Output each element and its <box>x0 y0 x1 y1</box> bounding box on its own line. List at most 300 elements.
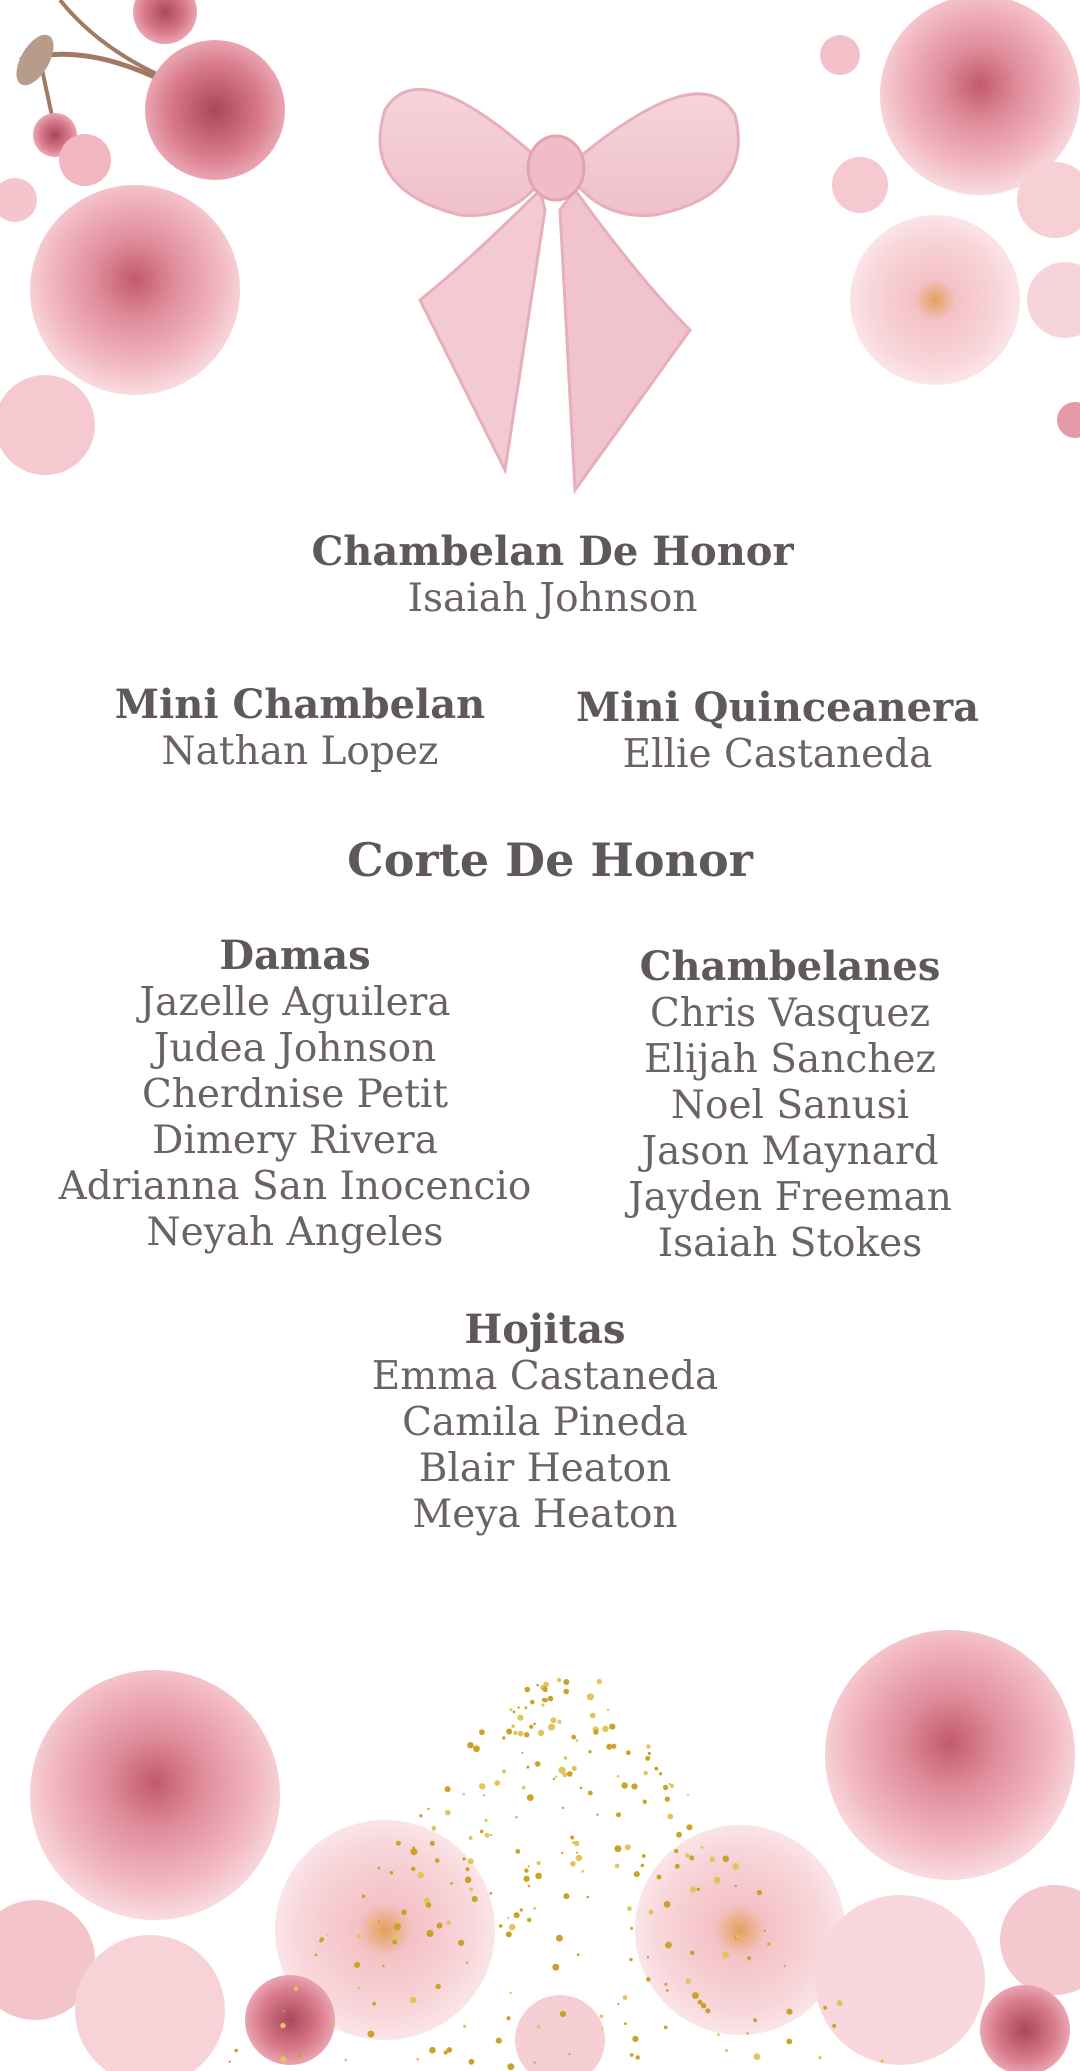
glitter-dot <box>485 1833 490 1838</box>
glitter-dot <box>444 2050 448 2054</box>
glitter-dot <box>837 2000 843 2006</box>
glitter-dot <box>697 1888 700 1891</box>
glitter-dot <box>280 2023 285 2028</box>
glitter-dot <box>754 2053 761 2060</box>
bottom-flowers <box>0 1630 1080 2071</box>
corte-de-honor-section <box>0 833 1080 887</box>
glitter-dot <box>686 1978 692 1984</box>
glitter-dot <box>587 1693 594 1700</box>
glitter-dot <box>881 2059 884 2062</box>
glitter-dot <box>509 1992 511 1994</box>
glitter-dot <box>435 1984 440 1989</box>
glitter-dot <box>530 1700 535 1705</box>
glitter-dot <box>462 1857 465 1860</box>
gold-glitter <box>229 1678 884 2070</box>
glitter-dot <box>517 1715 523 1721</box>
glitter-dot <box>685 1853 689 1857</box>
glitter-dot <box>412 1846 415 1849</box>
glitter-dot <box>542 1698 546 1702</box>
hojitas-section <box>290 1306 800 1538</box>
glitter-dot <box>509 1708 512 1711</box>
list-item: Adrianna San Inocencio <box>58 1164 532 1209</box>
list-item: Neyah Angeles <box>146 1210 444 1255</box>
glitter-dot <box>576 1855 583 1862</box>
mini-quinceanera-name: Ellie Castaneda <box>622 732 933 777</box>
glitter-dot <box>784 1965 786 1967</box>
glitter-dot <box>469 1836 473 1840</box>
hojitas-title: Hojitas <box>464 1306 626 1353</box>
glitter-dot <box>411 1867 415 1871</box>
glitter-dot <box>701 2003 707 2009</box>
glitter-dot <box>723 1856 730 1863</box>
glitter-dot <box>513 1731 517 1735</box>
glitter-dot <box>535 1761 541 1767</box>
glitter-dot <box>666 1989 669 1992</box>
glitter-dot <box>606 1744 612 1750</box>
glitter-dot <box>514 1912 520 1918</box>
glitter-dot <box>410 1848 417 1855</box>
glitter-dot <box>701 1846 704 1849</box>
glitter-dot <box>570 1836 574 1840</box>
chambelanes-list <box>580 991 1000 1267</box>
glitter-dot <box>298 2053 303 2058</box>
top-right-flowers <box>820 0 1080 438</box>
glitter-dot <box>496 2038 502 2044</box>
glitter-dot <box>525 1706 528 1709</box>
glitter-dot <box>692 1992 699 1999</box>
glitter-dot <box>424 1898 430 1904</box>
glitter-dot <box>576 1852 578 1854</box>
glitter-dot <box>577 1953 580 1956</box>
glitter-dot <box>590 1713 596 1719</box>
glitter-dot <box>746 2032 748 2034</box>
glitter-dot <box>818 2056 821 2059</box>
glitter-dot <box>570 1861 576 1867</box>
glitter-dot <box>541 1703 544 1706</box>
glitter-dot <box>690 1951 694 1955</box>
glitter-dot <box>664 1901 671 1908</box>
glitter-dot <box>515 1816 517 1818</box>
glitter-dot <box>234 2049 238 2053</box>
glitter-dot <box>526 1766 529 1769</box>
glitter-dot <box>445 1786 451 1792</box>
glitter-dot <box>430 1841 435 1846</box>
chambelanes-title: Chambelanes <box>639 943 941 990</box>
glitter-dot <box>502 1770 506 1774</box>
glitter-dot <box>445 1810 451 1816</box>
glitter-dot <box>676 1832 682 1838</box>
list-item: Meya Heaton <box>412 1492 678 1537</box>
glitter-dot <box>597 1679 602 1684</box>
chambelan-de-honor-name: Isaiah Johnson <box>407 576 698 621</box>
glitter-dot <box>642 1854 646 1858</box>
glitter-dot <box>576 1739 579 1742</box>
list-item: Chris Vasquez <box>649 991 931 1036</box>
glitter-dot <box>615 1864 620 1869</box>
glitter-dot <box>472 1896 478 1902</box>
list-item: Elijah Sanchez <box>644 1037 936 1082</box>
glitter-dot <box>499 1924 503 1928</box>
glitter-dot <box>621 1782 627 1788</box>
glitter-dot <box>600 2015 604 2019</box>
glitter-dot <box>507 1917 509 1919</box>
glitter-dot <box>634 1871 640 1877</box>
glitter-dot <box>554 1964 557 1967</box>
glitter-dot <box>630 1927 633 1930</box>
glitter-dot <box>555 1776 557 1778</box>
glitter-dot <box>533 1723 536 1726</box>
glitter-dot <box>357 1934 362 1939</box>
hojitas-list <box>290 1354 800 1538</box>
chambelanes-section <box>580 943 1000 1267</box>
glitter-dot <box>458 1940 464 1946</box>
glitter-dot <box>543 1687 548 1692</box>
glitter-dot <box>479 1783 485 1789</box>
glitter-dot <box>629 1958 632 1961</box>
glitter-dot <box>320 1937 324 1941</box>
glitter-dot <box>483 1794 485 1796</box>
glitter-dot <box>561 1852 563 1854</box>
glitter-dot <box>644 1771 648 1775</box>
glitter-dot <box>393 1934 399 1940</box>
list-item: Jazelle Aguilera <box>139 980 451 1025</box>
glitter-dot <box>467 1742 473 1748</box>
rose-icon <box>30 185 240 395</box>
glitter-dot <box>601 2028 603 2030</box>
glitter-dot <box>617 2003 619 2005</box>
glitter-dot <box>468 1858 474 1864</box>
damas-list <box>40 980 550 1256</box>
glitter-dot <box>480 1830 484 1834</box>
glitter-dot <box>345 2059 348 2062</box>
glitter-dot <box>553 1778 555 1780</box>
glitter-dot <box>747 1956 751 1960</box>
glitter-dot <box>490 1834 492 1836</box>
glitter-dot <box>502 1736 505 1739</box>
glitter-dot <box>475 1745 477 1747</box>
glitter-dot <box>543 1682 549 1688</box>
glitter-dot <box>607 1709 609 1711</box>
glitter-dot <box>587 1896 590 1899</box>
glitter-dot <box>368 2031 375 2038</box>
glitter-dot <box>623 1995 628 2000</box>
glitter-dot <box>669 1783 671 1785</box>
glitter-dot <box>657 1875 662 1880</box>
bow-icon <box>380 89 738 490</box>
glitter-dot <box>627 1906 632 1911</box>
glitter-dot <box>382 1965 385 1968</box>
glitter-dot <box>659 1772 662 1775</box>
glitter-dot <box>646 1744 650 1748</box>
glitter-dot <box>528 1885 531 1888</box>
mini-quinceanera-title: Mini Quinceanera <box>575 684 980 731</box>
list-item: Judea Johnson <box>153 1026 437 1071</box>
damas-title: Damas <box>219 932 371 979</box>
glitter-dot <box>533 1907 535 1909</box>
glitter-dot <box>529 1725 533 1729</box>
glitter-dot <box>507 2016 511 2020</box>
glitter-dot <box>525 1687 531 1693</box>
glitter-dot <box>588 1750 591 1753</box>
glitter-dot <box>823 2006 827 2010</box>
glitter-dot <box>714 1877 721 1884</box>
glitter-dot <box>548 1724 555 1731</box>
glitter-dot <box>786 2009 792 2015</box>
chambelan-de-honor-title: Chambelan De Honor <box>311 528 794 575</box>
glitter-dot <box>563 1679 569 1685</box>
glitter-dot <box>689 1855 694 1860</box>
glitter-dot <box>527 1918 531 1922</box>
glitter-dot <box>624 2022 627 2025</box>
glitter-dot <box>378 1920 380 1922</box>
glitter-dot <box>509 1924 515 1930</box>
glitter-dot <box>646 1977 651 1982</box>
glitter-dot <box>559 1767 566 1774</box>
glitter-dot <box>557 1678 561 1682</box>
glitter-dot <box>735 1885 737 1887</box>
glitter-dot <box>426 1902 432 1908</box>
glitter-dot <box>450 1882 453 1885</box>
glitter-dot <box>574 1841 579 1846</box>
glitter-dot <box>229 2061 231 2063</box>
glitter-dot <box>522 1786 526 1790</box>
glitter-dot <box>572 1841 575 1844</box>
glitter-dot <box>631 1783 637 1789</box>
glitter-dot <box>665 1797 670 1802</box>
list-item: Jason Maynard <box>641 1129 939 1174</box>
glitter-dot <box>786 2039 792 2045</box>
glitter-dot <box>832 2024 836 2028</box>
glitter-dot <box>641 1864 644 1867</box>
glitter-dot <box>469 1888 473 1892</box>
glitter-dot <box>626 1750 631 1755</box>
glitter-dot <box>614 1845 621 1852</box>
glitter-dot <box>722 1952 729 1959</box>
glitter-dot <box>417 1872 424 1879</box>
glitter-dot <box>550 1717 556 1723</box>
glitter-dot <box>524 1732 529 1737</box>
glitter-dot <box>588 1791 593 1796</box>
glitter-dot <box>562 1772 567 1777</box>
glitter-dot <box>670 1784 674 1788</box>
glitter-dot <box>294 1987 298 1991</box>
glitter-dot <box>687 1794 689 1796</box>
glitter-dot <box>563 1893 569 1899</box>
glitter-dot <box>354 1962 360 1968</box>
glitter-dot <box>663 1785 668 1790</box>
glitter-dot <box>567 1771 573 1777</box>
glitter-dot <box>562 1807 564 1809</box>
glitter-dot <box>757 1890 762 1895</box>
glitter-dot <box>617 1775 620 1778</box>
glitter-dot <box>725 2049 727 2051</box>
glitter-dot <box>548 1696 554 1702</box>
glitter-dot <box>698 2000 703 2005</box>
glitter-dot <box>315 1954 318 1957</box>
glitter-dot <box>426 1930 433 1937</box>
top-left-flowers <box>0 0 285 475</box>
glitter-dot <box>643 1800 647 1804</box>
glitter-dot <box>687 1824 693 1830</box>
glitter-dot <box>489 1892 492 1895</box>
glitter-dot <box>524 1876 530 1882</box>
glitter-dot <box>690 1886 696 1892</box>
glitter-dot <box>372 2002 376 2006</box>
glitter-dot <box>479 1729 485 1735</box>
glitter-dot <box>710 1857 715 1862</box>
glitter-dot <box>390 1871 393 1874</box>
glitter-dot <box>664 2026 668 2030</box>
glitter-dot <box>609 1724 615 1730</box>
glitter-dot <box>732 1863 739 1870</box>
glitter-dot <box>527 1794 534 1801</box>
glitter-dot <box>632 2036 638 2042</box>
glitter-dot <box>431 1826 436 1831</box>
glitter-dot <box>447 2047 453 2053</box>
glitter-dot <box>616 1812 621 1817</box>
glitter-dot <box>654 1767 658 1771</box>
glitter-dot <box>540 1685 545 1690</box>
glitter-dot <box>563 1689 569 1695</box>
mini-chambelan-title: Mini Chambelan <box>114 681 486 728</box>
glitter-dot <box>397 1921 399 1923</box>
glitter-dot <box>764 1930 766 1932</box>
glitter-dot <box>435 1858 440 1863</box>
glitter-dot <box>429 2047 436 2054</box>
glitter-dot <box>717 2033 720 2036</box>
glitter-dot <box>506 1931 512 1937</box>
glitter-dot <box>664 1983 667 1986</box>
glitter-dot <box>537 2025 541 2029</box>
glitter-dot <box>396 1841 401 1846</box>
glitter-dot <box>521 1752 523 1754</box>
glitter-dot <box>515 1849 520 1854</box>
list-item: Noel Sanusi <box>670 1083 910 1128</box>
list-item: Blair Heaton <box>418 1446 672 1491</box>
mini-chambelan-name: Nathan Lopez <box>161 729 439 774</box>
glitter-dot <box>427 1808 429 1810</box>
glitter-dot <box>552 1964 559 1971</box>
glitter-dot <box>667 1814 673 1820</box>
glitter-dot <box>463 2025 466 2028</box>
glitter-dot <box>507 2063 514 2070</box>
glitter-dot <box>528 1865 530 1867</box>
glitter-dot <box>392 1940 397 1945</box>
glitter-dot <box>419 1814 422 1817</box>
list-item: Isaiah Stokes <box>657 1221 923 1266</box>
glitter-dot <box>513 1711 516 1714</box>
damas-section <box>40 932 550 1256</box>
glitter-dot <box>517 1706 519 1708</box>
glitter-dot <box>580 1787 583 1790</box>
glitter-dot <box>753 2018 757 2022</box>
glitter-dot <box>538 1730 544 1736</box>
glitter-dot <box>544 1686 547 1689</box>
glitter-dot <box>506 1729 512 1735</box>
glitter-dot <box>611 1744 616 1749</box>
glitter-dot <box>649 1910 654 1915</box>
glitter-dot <box>466 1867 470 1871</box>
glitter-dot <box>736 1935 739 1938</box>
glitter-dot <box>518 1731 524 1737</box>
glitter-dot <box>416 2058 419 2061</box>
glitter-dot <box>465 1877 472 1884</box>
glitter-dot <box>568 2053 570 2055</box>
mini-chambelan-section <box>60 681 540 775</box>
glitter-dot <box>556 1935 563 1942</box>
glitter-dot <box>582 1870 585 1873</box>
glitter-dot <box>705 2008 710 2013</box>
list-item: Jayden Freeman <box>628 1175 952 1220</box>
glitter-dot <box>596 1813 598 1815</box>
glitter-dot <box>473 1745 480 1752</box>
glitter-dot <box>282 2010 284 2012</box>
list-item: Dimery Rivera <box>152 1118 438 1163</box>
glitter-dot <box>534 2062 536 2064</box>
glitter-dot <box>447 1921 451 1925</box>
glitter-dot <box>357 1987 360 1990</box>
list-item: Cherdnise Petit <box>141 1072 449 1117</box>
glitter-dot <box>469 2059 475 2065</box>
glitter-dot <box>410 1997 417 2004</box>
glitter-dot <box>524 1868 528 1872</box>
glitter-dot <box>630 2053 634 2057</box>
glitter-dot <box>437 1923 443 1929</box>
glitter-dot <box>625 1844 631 1850</box>
glitter-dot <box>462 1793 465 1796</box>
glitter-dot <box>767 1943 770 1946</box>
glitter-dot <box>571 1735 576 1740</box>
glitter-dot <box>647 1956 649 1958</box>
glitter-dot <box>466 1962 468 1964</box>
glitter-dot <box>602 1726 609 1733</box>
glitter-dot <box>537 1861 541 1865</box>
glitter-dot <box>494 1780 500 1786</box>
glitter-dot <box>674 1849 678 1853</box>
glitter-dot <box>394 1923 401 1930</box>
glitter-dot <box>593 1726 599 1732</box>
chambelan-de-honor-section <box>0 528 1080 622</box>
corte-de-honor-title: Corte De Honor <box>347 833 753 887</box>
glitter-dot <box>326 1934 328 1936</box>
glitter-dot <box>485 1819 488 1822</box>
glitter-dot <box>636 2055 640 2059</box>
glitter-dot <box>319 1940 322 1943</box>
glitter-dot <box>370 1921 374 1925</box>
list-item: Camila Pineda <box>402 1400 688 1445</box>
list-item: Emma Castaneda <box>371 1354 719 1399</box>
glitter-dot <box>564 1756 568 1760</box>
glitter-dot <box>535 1873 542 1880</box>
glitter-dot <box>593 1730 598 1735</box>
glitter-dot <box>572 1766 577 1771</box>
glitter-dot <box>520 1908 523 1911</box>
glitter-dot <box>543 1698 547 1702</box>
glitter-dot <box>511 1724 515 1728</box>
mini-quinceanera-section <box>540 684 1015 778</box>
glitter-dot <box>734 1936 737 1939</box>
glitter-dot <box>377 1867 380 1870</box>
glitter-dot <box>362 1895 366 1899</box>
glitter-dot <box>675 1864 680 1869</box>
glitter-dot <box>648 1752 651 1755</box>
glitter-dot <box>536 1684 539 1687</box>
glitter-dot <box>280 2056 286 2062</box>
glitter-dot <box>401 1910 407 1916</box>
glitter-dot <box>557 1720 561 1724</box>
glitter-dot <box>560 2011 566 2017</box>
glitter-dot <box>645 1756 650 1761</box>
